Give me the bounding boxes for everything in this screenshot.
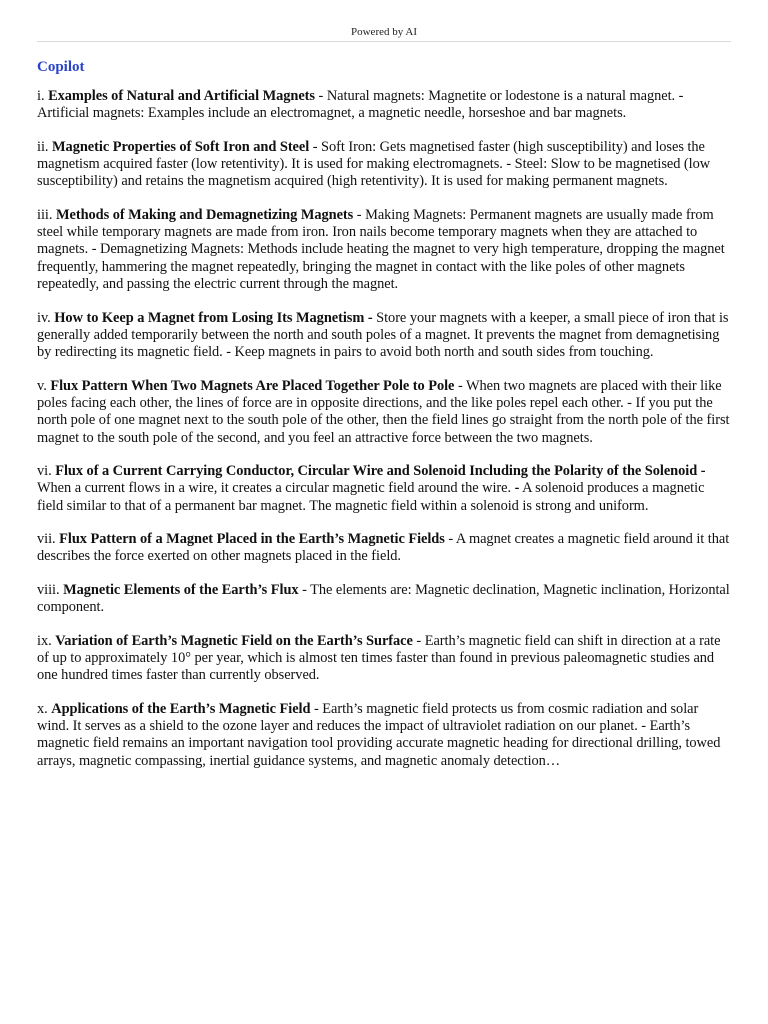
item-heading: Methods of Making and Demagnetizing Magnets xyxy=(55,206,354,223)
item-separator: - xyxy=(314,88,327,104)
document-body xyxy=(37,57,733,786)
item-body: Making Magnets: Permanent magnets are usually made from steel while temporary magnets are made from iron. Iron nails become temporary magnets when they are attached to magnets. - Demagnetizing Magnets: Methods include heating the magnet to very high temperature, dropping the magnet frequently, hammering the magnet repeatedly, bringing the magnet in contact with the like poles of other magnets repeatedly, and passing the electric current through the magnet. xyxy=(37,206,725,293)
item-number: v. xyxy=(37,377,47,394)
item-heading: Magnetic Properties of Soft Iron and Steel xyxy=(52,138,310,155)
item-heading: Variation of Earth’s Magnetic Field on the Earth’s Surface xyxy=(55,632,413,649)
item-number: viii. xyxy=(37,581,60,598)
header-divider xyxy=(37,41,731,42)
item-heading: Flux Pattern When Two Magnets Are Placed Together Pole to Pole xyxy=(50,377,455,394)
item-number: vi. xyxy=(37,462,52,479)
item-body: A magnet creates a magnetic field around it that describes the force exerted on other magnets placed in the field. xyxy=(37,531,730,565)
item-body: Natural magnets: Magnetite or lodestone is a natural magnet. - Artificial magnets: Examples include an electromagnet, a magnetic needle, horseshoe and bar magnets. xyxy=(37,88,684,122)
list-item-7 xyxy=(37,531,733,566)
list-item-8 xyxy=(37,582,733,617)
list-item-9 xyxy=(37,633,733,685)
item-number: iv. xyxy=(37,309,51,326)
item-heading: Flux Pattern of a Magnet Placed in the Earth’s Magnetic Fields xyxy=(59,531,445,548)
item-body: When two magnets are placed with their like poles facing each other, the lines of force are in opposite directions, and the like poles repel each other. - If you put the north pole of one magnet next to the south pole of the other, then the field lines go straight from the north pole of the first magnet to the south pole of the second, and you feel an attractive force between the two magnets. xyxy=(37,377,730,446)
item-separator: - xyxy=(353,206,366,223)
item-separator: - xyxy=(310,700,323,717)
item-number: ix. xyxy=(37,632,52,649)
list-item-10 xyxy=(37,701,733,770)
item-body: Earth’s magnetic field can shift in direction at a rate of up to approximately 10° per year, which is almost ten times faster than found in previous paleomagnetic studies and one hundred times faster than currently observed. xyxy=(37,632,721,684)
list-item-3 xyxy=(37,207,733,293)
list-item-4 xyxy=(37,310,733,362)
list-item-1 xyxy=(37,88,733,123)
item-heading: How to Keep a Magnet from Losing Its Magnetism - xyxy=(54,309,373,326)
item-body: Store your magnets with a keeper, a small piece of iron that is generally added temporarily between the north and south poles of a magnet. It prevents the magnet from demagnetising by redirecting its magnetic field. - Keep magnets in pairs to avoid both north and south sides from touching. xyxy=(37,309,729,361)
item-bold-dash: - xyxy=(514,480,520,497)
item-body-continued: A solenoid produces a magnetic field similar to that of a permanent bar magnet. The magnetic field within a solenoid is strong and uniform. xyxy=(37,480,705,514)
item-separator: - xyxy=(444,531,456,548)
item-heading: Magnetic Elements of the Earth’s Flux xyxy=(63,581,299,598)
list-item-5 xyxy=(37,378,733,447)
list-item-2 xyxy=(37,139,733,191)
item-body: Earth’s magnetic field protects us from cosmic radiation and solar wind. It serves as a shield to the ozone layer and reduces the impact of ultraviolet radiation on our planet. - Earth’s magnetic field remains an important navigation tool providing accurate magnetic heading for directional drilling, towed arrays, magnetic compassing, inertial guidance systems, and magnetic anomaly detection… xyxy=(37,700,721,769)
item-body: When a current flows in a wire, it creates a circular magnetic field around the wire. xyxy=(37,480,515,497)
item-heading: Examples of Natural and Artificial Magnets xyxy=(48,88,315,104)
copilot-brand-title: Copilot xyxy=(37,59,85,75)
powered-by-header: Powered by AI xyxy=(351,26,417,38)
item-body: The elements are: Magnetic declination, Magnetic inclination, Horizontal component. xyxy=(37,581,730,616)
item-number: vii. xyxy=(37,531,56,548)
item-number: ii. xyxy=(37,138,49,155)
item-separator: - xyxy=(309,138,322,155)
item-number: i. xyxy=(37,88,45,104)
item-number: x. xyxy=(37,700,48,717)
item-number: iii. xyxy=(37,206,53,223)
item-separator: - xyxy=(454,377,466,394)
item-separator: - xyxy=(298,581,311,598)
list-item-6 xyxy=(37,463,733,515)
item-heading: Flux of a Current Carrying Conductor, Circular Wire and Solenoid Including the Polarity of the Solenoid - xyxy=(55,462,706,479)
item-separator: - xyxy=(412,632,425,649)
item-heading: Applications of the Earth’s Magnetic Field xyxy=(51,700,311,717)
item-body: Soft Iron: Gets magnetised faster (high susceptibility) and loses the magnetism acquired faster (low retentivity). It is used for making electromagnets. - Steel: Slow to be magnetised (low susceptibility) and retains the magnetism acquired (high retentivity). It is used for making permanent magnets. xyxy=(37,138,711,190)
